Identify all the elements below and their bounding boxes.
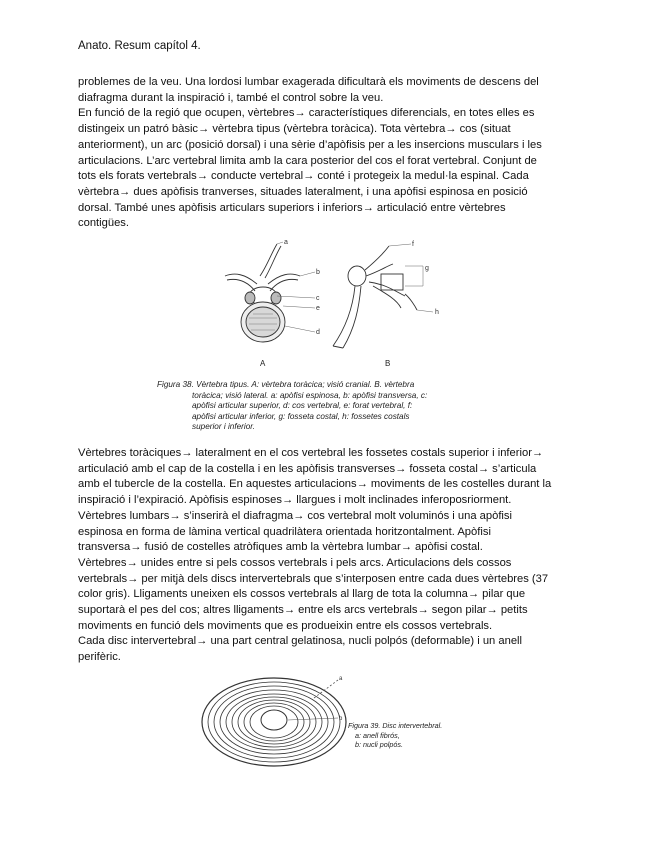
text-line: contigües. xyxy=(78,217,129,230)
text-line: amb el tubercle de la costella. En aquestes articulacions→ moviments de les costelles durant la xyxy=(78,478,552,491)
figure-label-b: B xyxy=(385,359,391,368)
vertebra-lateral-view xyxy=(333,246,417,348)
vertebra-figure xyxy=(205,236,450,371)
caption-line: superior i inferior. xyxy=(192,422,255,432)
caption-title: Figura 39. Disc intervertebral. xyxy=(348,721,443,730)
text-line: Vèrtebres→ unides entre si pels cossos vertebrals i pels arcs. Articulacions dels cossos xyxy=(78,556,512,569)
text-line: perifèric. xyxy=(78,651,121,664)
figure-letter: g xyxy=(425,265,429,272)
vertebra-cranial-view xyxy=(225,244,300,342)
caption-line: toràcica; visió lateral. a: apòfisi espinosa, b: apòfisi transversa, c: xyxy=(192,390,428,400)
figure-letter: b xyxy=(316,269,320,276)
figure-39-caption xyxy=(348,721,442,750)
text-line: articulacions. L’arc vertebral limita amb la cara posterior del cos el forat vertebral. Conjunt de xyxy=(78,154,537,167)
page-header: Anato. Resum capítol 4. xyxy=(78,40,201,52)
text-line: Vèrtebres lumbars→ s’inserirà el diafragma→ cos vertebral molt voluminós i una apòfisi xyxy=(78,509,513,522)
text-line: Vèrtebres toràciques→ lateralment en el cos vertebral les fossetes costals superior i inferior→ xyxy=(78,447,544,459)
figure-label-a: A xyxy=(260,359,266,368)
figure-letter: c xyxy=(316,295,320,302)
text-line: vèrtebra→ dues apòfisis tranverses, situades lateralment, i una apòfisi espinosa en posició xyxy=(78,185,528,198)
text-line: inspiració i l’expiració. Apòfisis espinoses→ llargues i molt inclinades inferoposriorment. xyxy=(78,494,512,507)
text-line: distingeix un patró bàsic→ vèrtebra tipus (vèrtebra toràcica). Tota vèrtebra→ cos (situat xyxy=(78,123,511,136)
text-line: articulació amb el cap de la costella i en les apòfisis transverses→ fosseta costal→ s’articula xyxy=(78,462,537,475)
text-line: dorsal. També unes apòfisis articulars superiors i inferiors→ articulació entre vèrtebres xyxy=(78,201,506,214)
text-line: moviments en funció dels moviments que es produeixin entre els cossos vertebrals. xyxy=(78,619,493,632)
caption-line: apòfisi articular inferior, g: fosseta costal, h: fossetes costals xyxy=(192,411,410,421)
figure-letter: e xyxy=(316,305,320,312)
text-line: En funció de la regió que ocupen, vèrtebres→ característiques diferencials, en totes elles es xyxy=(78,107,535,120)
paragraph-vertebrae-intro xyxy=(78,75,578,232)
figure-38-caption xyxy=(157,380,489,433)
text-line: diafragma durant la inspiració i, també el control sobre la veu. xyxy=(78,91,384,104)
figure-letter: h xyxy=(435,309,439,316)
text-line: Cada disc intervertebral→ una part central gelatinosa, nucli polpós (deformable) i un anell xyxy=(78,635,523,648)
intervertebral-disc-figure xyxy=(196,670,356,770)
text-line: problemes de la veu. Una lordosi lumbar exagerada dificultarà els moviments de descens del xyxy=(78,76,539,88)
figure-letter: a xyxy=(339,676,343,682)
text-line: color gris). Lligaments uneixen els cossos vertebrals al llarg de tota la columna→ pilar que xyxy=(78,588,526,601)
text-line: espinosa en forma de làmina vertical quadrilàtera orientada horitzontalment. Apòfisi xyxy=(78,525,491,538)
text-line: vertebrals→ per mitjà dels discs intervertebrals que s’interposen entre cada dues vèrtebres (37 xyxy=(78,572,549,585)
caption-title: Figura 38. Vèrtebra tipus. A: vèrtebra toràcica; visió cranial. B. vèrtebra xyxy=(157,380,415,389)
caption-line: a: anell fibrós, xyxy=(355,730,400,740)
text-line: suportarà el pes del cos; altres lligaments→ entre els arcs vertebrals→ segon pilar→ petits xyxy=(78,604,528,617)
figure-letter: a xyxy=(284,239,288,246)
text-line: tots els forats vertebrals→ conducte vertebral→ conté i protegeix la medul·la espinal. Cada xyxy=(78,170,529,183)
figure-letter: d xyxy=(316,329,320,336)
figure-letter: b xyxy=(339,716,343,722)
caption-line: apòfisi articular superior, d: cos vertebral, e: forat vertebral, f: xyxy=(192,401,413,411)
paragraph-thoracic-lumbar xyxy=(78,446,578,666)
text-line: anteriorment), un arc (posició dorsal) i una sèrie d’apòfisis per a les insercions musculars i les xyxy=(78,138,542,151)
figure-letter: f xyxy=(412,241,414,248)
caption-line: b: nucli polpós. xyxy=(355,740,403,750)
text-line: transversa→ fusió de costelles atròfiques amb la vèrtebra lumbar→ apòfisi costal. xyxy=(78,541,483,554)
